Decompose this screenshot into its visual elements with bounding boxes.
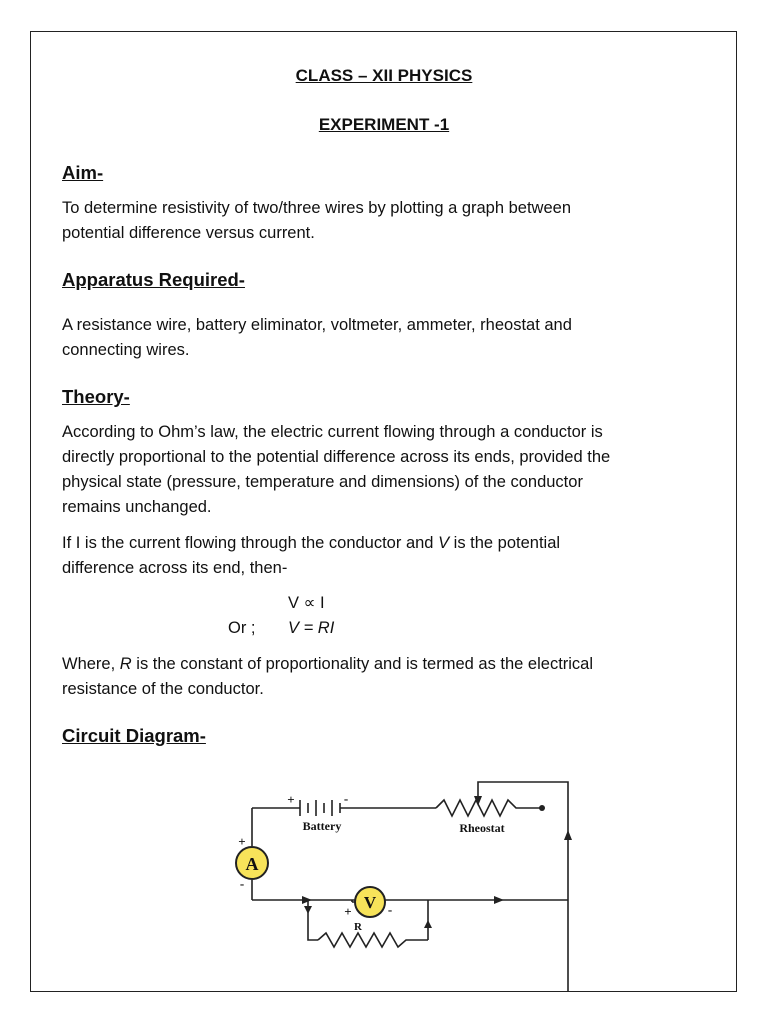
battery-symbol <box>300 800 340 816</box>
current-arrow-icon <box>424 920 432 928</box>
equation-proportional: V ∝ I <box>288 594 325 612</box>
battery-label: Battery <box>302 819 342 833</box>
rheostat-terminal-dot <box>539 805 545 811</box>
rheostat-slider-wire <box>478 782 568 992</box>
current-arrow-icon <box>494 896 504 904</box>
theory-p3-text-a: Where, <box>62 655 120 673</box>
ammeter-label: A <box>245 854 259 874</box>
theory-line-3: physical state (pressure, temperature and dimensions) of the conductor <box>62 473 583 491</box>
current-arrow-icon <box>302 896 312 904</box>
apparatus-line-1: A resistance wire, battery eliminator, voltmeter, ammeter, rheostat and <box>62 316 572 334</box>
rheostat-label: Rheostat <box>459 821 505 835</box>
theory-line-1: According to Ohm’s law, the electric current flowing through a conductor is <box>62 423 603 441</box>
battery-plus-sign: + <box>287 792 295 807</box>
rheostat-symbol <box>436 800 542 816</box>
apparatus-heading: Apparatus Required- <box>62 269 245 290</box>
resistor-label: R <box>354 921 362 933</box>
voltmeter-label: V <box>363 893 377 912</box>
voltmeter-plus-sign: + <box>344 904 352 919</box>
theory-p2-text-b: is the potential <box>449 534 561 552</box>
theory-p3-text-b: is the constant of proportionality and is termed as the electrical <box>131 655 594 673</box>
theory-line-4: remains unchanged. <box>62 498 212 516</box>
aim-line-2: potential difference versus current. <box>62 224 315 242</box>
current-arrow-icon <box>564 830 572 840</box>
voltmeter-minus-sign: - <box>387 902 393 917</box>
ammeter-minus-sign: - <box>239 876 245 891</box>
aim-line-1: To determine resistivity of two/three wires by plotting a graph between <box>62 199 572 217</box>
resistor-symbol <box>318 933 428 947</box>
class-title: CLASS – XII PHYSICS <box>295 66 473 85</box>
battery-minus-sign: - <box>343 791 349 806</box>
theory-p2-text-a: If I is the current flowing through the conductor and <box>62 534 439 552</box>
theory-p3-line-2: resistance of the conductor. <box>62 680 264 698</box>
ammeter-plus-sign: + <box>238 834 246 849</box>
theory-p3-r: R <box>119 655 132 673</box>
theory-heading: Theory- <box>62 386 130 407</box>
experiment-title: EXPERIMENT -1 <box>318 115 450 134</box>
apparatus-line-2: connecting wires. <box>62 341 190 359</box>
aim-heading: Aim- <box>62 162 104 183</box>
equation-or-label: Or ; <box>228 619 256 637</box>
theory-p2-v: V <box>438 534 450 552</box>
circuit-heading: Circuit Diagram- <box>62 725 206 746</box>
theory-line-2: directly proportional to the potential difference across its ends, provided the <box>62 448 611 466</box>
theory-p2-line-2: difference across its end, then- <box>62 559 288 577</box>
current-arrow-icon <box>304 906 312 914</box>
equation-ohms-law: V = RI <box>288 619 335 637</box>
